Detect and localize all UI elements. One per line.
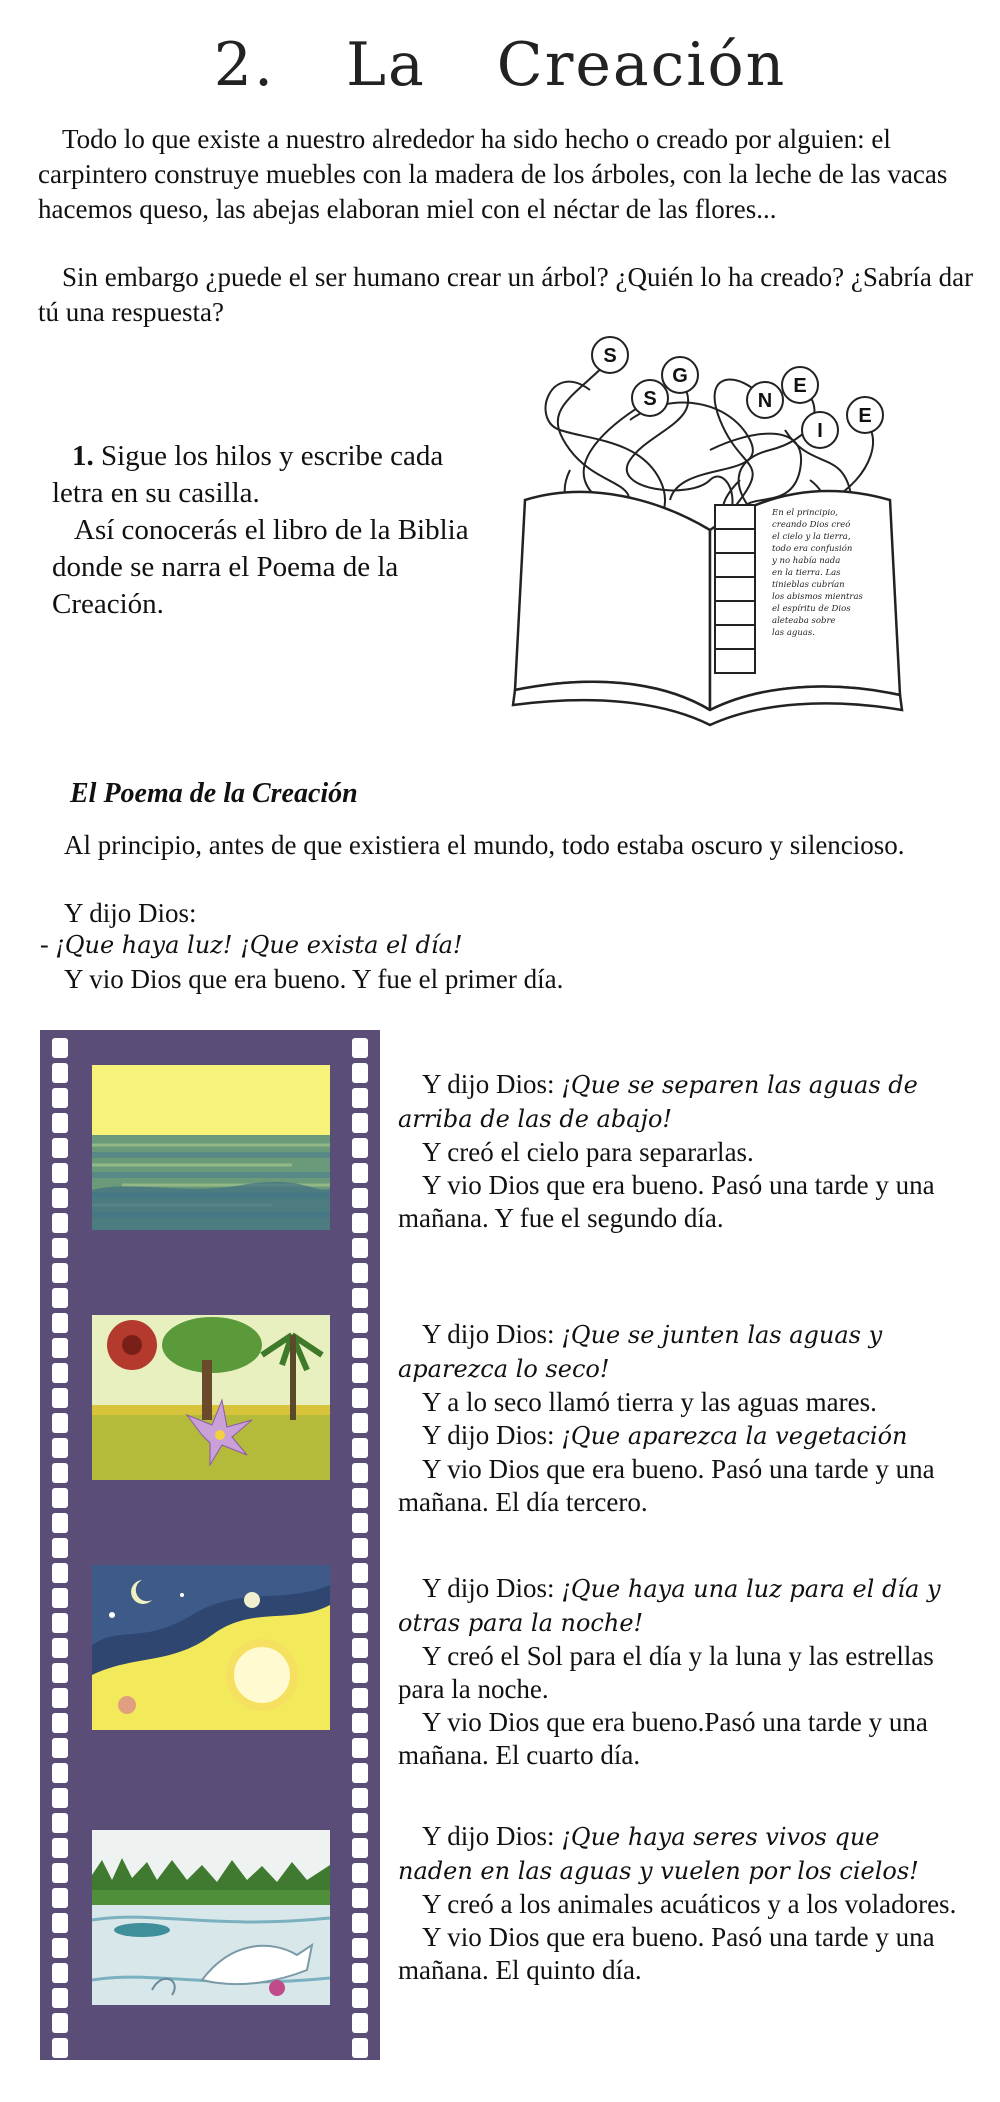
poem-line-3-quote: ¡Que haya luz! ¡Que exista el día! xyxy=(55,931,463,959)
sprocket-hole xyxy=(352,1263,368,1283)
sprocket-hole xyxy=(52,2013,68,2033)
day-3-line-3 xyxy=(398,1419,958,1453)
sprocket-hole xyxy=(52,1388,68,1408)
sprocket-hole xyxy=(52,1838,68,1858)
sprocket-hole xyxy=(52,1563,68,1583)
maze-letter-6: I xyxy=(817,420,823,442)
sprocket-hole xyxy=(52,1488,68,1508)
sprocket-hole xyxy=(352,1938,368,1958)
frame-sea-creatures xyxy=(92,1830,330,2005)
sprocket-hole xyxy=(352,1288,368,1308)
sprocket-hole xyxy=(352,1388,368,1408)
sprocket-hole xyxy=(352,1413,368,1433)
exercise-instruction xyxy=(52,438,472,512)
day-2-line-2: Y creó el cielo para separarlas. xyxy=(422,1137,754,1167)
day-4-said: Y dijo Dios: xyxy=(422,1573,555,1603)
day-2-line-3: Y vio Dios que era bueno. Pasó una tarde y una mañana. Y fue el segundo día. xyxy=(398,1170,935,1233)
sprocket-hole xyxy=(52,1988,68,2008)
book-text-line-5: y no había nada xyxy=(772,556,841,566)
day-3-line-4: Y vio Dios que era bueno. Pasó una tarde y una mañana. El día tercero. xyxy=(398,1454,935,1517)
day-2-text xyxy=(398,1068,958,1235)
day-4-line-1 xyxy=(398,1572,958,1640)
sprocket-hole xyxy=(52,1538,68,1558)
sprocket-hole xyxy=(52,1313,68,1333)
maze-book-illustration xyxy=(510,330,910,740)
day-5-line-1 xyxy=(398,1820,958,1888)
sprocket-hole xyxy=(52,1938,68,1958)
sprocket-hole xyxy=(52,1138,68,1158)
sprocket-hole xyxy=(52,1888,68,1908)
sprocket-hole xyxy=(52,2038,68,2058)
day-2-said: Y dijo Dios: xyxy=(422,1069,555,1099)
sprocket-hole xyxy=(352,1613,368,1633)
sprocket-hole xyxy=(52,1238,68,1258)
sprocket-hole xyxy=(352,1438,368,1458)
sprocket-hole xyxy=(352,2038,368,2058)
day-4-line-2: Y creó el Sol para el día y la luna y las estrellas para la noche. xyxy=(398,1641,934,1704)
day-3-text xyxy=(398,1318,958,1519)
day-4-quote: ¡Que haya una luz para el día y otras para la noche! xyxy=(398,1575,941,1637)
day-3-said-2: Y dijo Dios: xyxy=(422,1420,555,1450)
day-5-quote: ¡Que haya seres vivos que naden en las aguas y vuelen por los cielos! xyxy=(398,1823,919,1885)
sprocket-hole xyxy=(352,1488,368,1508)
sprocket-hole xyxy=(352,2013,368,2033)
sprocket-hole xyxy=(352,1138,368,1158)
exercise-1 xyxy=(52,438,472,623)
sprocket-hole xyxy=(352,1988,368,2008)
frame-sun-moon xyxy=(92,1565,330,1730)
sprocket-hole xyxy=(352,1713,368,1733)
sprocket-hole xyxy=(352,1213,368,1233)
intro-paragraph-1: Todo lo que existe a nuestro alrededor ha sido hecho o creado por alguien: el carpintero construye muebles con la madera de los árboles, con la leche de las vacas hacemos queso, las abejas elaboran miel con el néctar de las flores... xyxy=(38,124,948,224)
sprocket-hole xyxy=(352,1513,368,1533)
poem-line-4: Y vio Dios que era bueno. Y fue el primer día. xyxy=(64,964,564,994)
book-text-line-8: los abismos mientras xyxy=(772,592,863,602)
day-5-text xyxy=(398,1820,958,1987)
sprocket-hole xyxy=(52,1813,68,1833)
book-text-line-10: aleteaba sobre xyxy=(772,616,836,626)
sprocket-hole xyxy=(352,1638,368,1658)
title-word-la: La xyxy=(346,30,426,100)
sprocket-hole xyxy=(52,1463,68,1483)
sprocket-hole xyxy=(352,1113,368,1133)
sprocket-hole xyxy=(52,1363,68,1383)
book-text-line-9: el espíritu de Dios xyxy=(772,604,851,614)
poem-title: El Poema de la Creación xyxy=(70,778,358,809)
exercise-text-2: Así conocerás el libro de la Biblia donde se narra el Poema de la Creación. xyxy=(52,514,469,620)
day-3-line-2: Y a lo seco llamó tierra y las aguas mares. xyxy=(422,1387,877,1417)
poem-line-3-dash: - xyxy=(40,930,49,959)
maze-letter-5: E xyxy=(793,375,807,397)
sprocket-hole xyxy=(52,1638,68,1658)
intro-paragraph-2: Sin embargo ¿puede el ser humano crear un árbol? ¿Quién lo ha creado? ¿Sabría dar tú una respuesta? xyxy=(38,262,974,327)
sprocket-hole xyxy=(352,1863,368,1883)
sprocket-hole xyxy=(52,1063,68,1083)
sprocket-hole xyxy=(52,1188,68,1208)
sprocket-hole xyxy=(52,1913,68,1933)
sprocket-hole xyxy=(52,1688,68,1708)
sprocket-hole xyxy=(352,1063,368,1083)
poem-line-1: Al principio, antes de que existiera el mundo, todo estaba oscuro y silencioso. xyxy=(64,830,905,860)
sprocket-hole xyxy=(52,1863,68,1883)
sprocket-hole xyxy=(352,1813,368,1833)
book-text-line-6: en la tierra. Las xyxy=(772,568,841,578)
sprocket-hole xyxy=(52,1213,68,1233)
sprocket-hole xyxy=(52,1513,68,1533)
sprocket-hole xyxy=(52,1788,68,1808)
exercise-number: 1. xyxy=(72,440,94,472)
sprocket-hole xyxy=(352,1588,368,1608)
sprocket-hole xyxy=(52,1713,68,1733)
frame-vegetation xyxy=(92,1315,330,1480)
sprocket-hole xyxy=(352,1163,368,1183)
maze-letter-7: E xyxy=(858,405,872,427)
sprocket-hole xyxy=(352,1738,368,1758)
page-title xyxy=(0,30,1000,100)
title-word-creacion: Creación xyxy=(496,30,787,100)
day-3-quote-2: ¡Que aparezca la vegetación xyxy=(561,1422,908,1450)
maze-letter-1: S xyxy=(603,345,617,367)
sprocket-hole xyxy=(352,1188,368,1208)
day-3-said: Y dijo Dios: xyxy=(422,1319,555,1349)
sprocket-hole xyxy=(352,1663,368,1683)
maze-letter-3: S xyxy=(643,388,657,410)
sprocket-hole xyxy=(52,1663,68,1683)
sprocket-hole xyxy=(52,1088,68,1108)
book-text-line-3: el cielo y la tierra, xyxy=(772,532,851,542)
filmstrip xyxy=(40,1030,380,2060)
sprocket-hole xyxy=(352,1313,368,1333)
book-text-line-1: En el principio, xyxy=(772,508,838,518)
sprocket-hole xyxy=(352,1363,368,1383)
sprocket-hole xyxy=(52,1588,68,1608)
sprocket-hole xyxy=(352,1963,368,1983)
book-text-line-11: las aguas. xyxy=(772,628,815,638)
day-5-said: Y dijo Dios: xyxy=(422,1821,555,1851)
day-5-line-2: Y creó a los animales acuáticos y a los voladores. xyxy=(422,1889,957,1919)
sprocket-hole xyxy=(52,1963,68,1983)
sprocket-hole xyxy=(352,1788,368,1808)
sprocket-hole xyxy=(352,1563,368,1583)
sprocket-hole xyxy=(52,1163,68,1183)
book-text-line-2: creando Dios creó xyxy=(772,520,851,530)
day-2-line-1 xyxy=(398,1068,958,1136)
sprocket-hole xyxy=(352,1088,368,1108)
day-2-quote: ¡Que se separen las aguas de arriba de las de abajo! xyxy=(398,1071,918,1133)
sprocket-hole xyxy=(52,1288,68,1308)
sprocket-hole xyxy=(352,1888,368,1908)
sprocket-hole xyxy=(52,1738,68,1758)
sprocket-hole xyxy=(352,1538,368,1558)
day-3-quote: ¡Que se junten las aguas y aparezca lo seco! xyxy=(398,1321,883,1383)
sprocket-hole xyxy=(352,1763,368,1783)
poem-line-3 xyxy=(40,928,463,962)
book-text-line-4: todo era confusión xyxy=(772,544,853,554)
maze-letter-2: G xyxy=(672,365,688,387)
sprocket-hole xyxy=(352,1038,368,1058)
maze-letter-4: N xyxy=(757,390,773,412)
sprocket-hole xyxy=(352,1913,368,1933)
sprocket-hole xyxy=(352,1838,368,1858)
day-5-line-3: Y vio Dios que era bueno. Pasó una tarde y una mañana. El quinto día. xyxy=(398,1922,935,1985)
sprocket-hole xyxy=(352,1463,368,1483)
day-4-line-3: Y vio Dios que era bueno.Pasó una tarde y una mañana. El cuarto día. xyxy=(398,1707,928,1770)
sprocket-hole xyxy=(52,1613,68,1633)
sprocket-hole xyxy=(52,1263,68,1283)
sprocket-hole xyxy=(52,1038,68,1058)
sprocket-hole xyxy=(52,1338,68,1358)
sprocket-hole xyxy=(52,1113,68,1133)
sprocket-hole xyxy=(52,1763,68,1783)
exercise-text-1: Sigue los hilos y escribe cada letra en su casilla. xyxy=(52,440,444,509)
sprocket-hole xyxy=(352,1338,368,1358)
sprocket-hole xyxy=(352,1688,368,1708)
sprocket-hole xyxy=(52,1438,68,1458)
frame-waters xyxy=(92,1065,330,1230)
day-4-text xyxy=(398,1572,958,1772)
book-text-line-7: tinieblas cubrían xyxy=(772,580,845,590)
sprocket-hole xyxy=(352,1238,368,1258)
poem-line-2: Y dijo Dios: xyxy=(64,898,197,928)
sprocket-hole xyxy=(52,1413,68,1433)
chapter-number: 2. xyxy=(213,30,276,100)
day-3-line-1 xyxy=(398,1318,958,1386)
